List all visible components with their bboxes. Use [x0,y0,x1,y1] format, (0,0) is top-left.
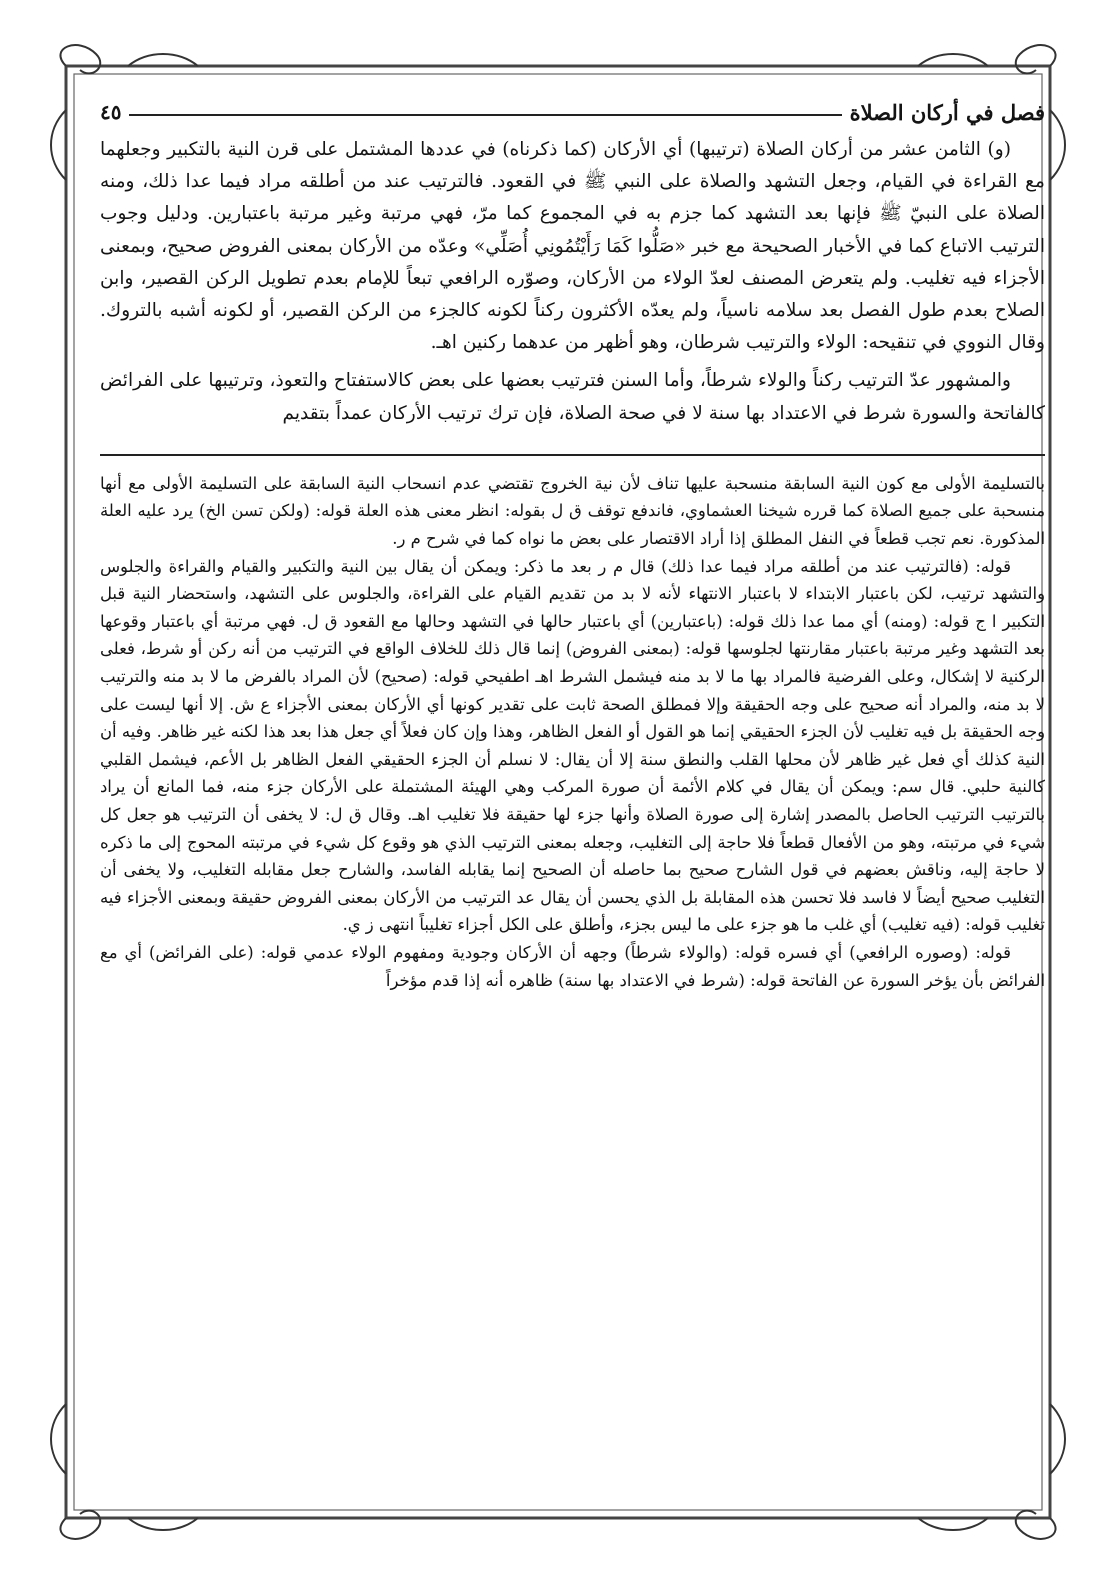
commentary-notes [100,470,1045,994]
page-header [100,92,1045,132]
page-number: ٤٥ [100,100,122,124]
header-rule [129,114,841,116]
page-content [100,92,1045,1497]
note-paragraph: قوله: (وصوره الرافعي) أي فسره قوله: (والولاء شرطاً) وجهه أن الأركان وجودية ومفهوم الولاء عدمي قوله: (على الفرائض) أي مع الفرائض بأن يؤخر السورة عن الفاتحة قوله: (شرط في الاعتداد بها سنة) ظاهره أنه إذا قدم مؤخراً [100,942,1045,990]
main-paragraph: (و) الثامن عشر من أركان الصلاة (ترتيبها) أي الأركان (كما ذكرناه) في عددها المشتمل على قرن النية بالتكبير وجعلهما مع القراءة في القيام، وجعل التشهد والصلاة على النبي ﷺ في القعود. فالترتيب عند من أطلقه مراد فيما عدا ذلك، ومنه الصلاة على النبيّ ﷺ فإنها بعد التشهد كما جزم به في المجموع كما مرّ، فهي مرتبة وغير مرتبة باعتبارين. ودليل وجوب الترتيب الاتباع كما في الأخبار الصحيحة مع خبر «صَلُّوا كَمَا رَأَيْتُمُونِي أُصَلِّي» وعدّه من الأركان بمعنى الفروض صحيح، وبمعنى الأجزاء فيه تغليب. ولم يتعرض المصنف لعدّ الولاء من الأركان، وصوّره الرافعي تبعاً للإمام بعدم تطويل الركن القصير، وابن الصلاح بعدم طول الفصل بعد سلامه ناسياً، ولم يعدّه الأكثرون ركناً لكونه كالجزء من الركن القصير، أو لكونه أشبه بالتروك. وقال النووي في تنقيحه: الولاء والترتيب شرطان، وهو أظهر من عدهما ركنين اهـ. [100,139,1045,354]
main-text [100,134,1045,430]
note-paragraph: بالتسليمة الأولى مع كون النية السابقة منسحبة عليها تناف لأن نية الخروج تقتضي عدم انسحاب النية السابقة على التسليمة الأولى مع أنها منسحبة على جميع الصلاة كما قرره شيخنا العشماوي، فاندفع توقف ق ل بقوله: انظر معنى هذه العلة قوله: (ولكن تسن الخ) يرد عليه العلة المذكورة. نعم تجب قطعاً في النفل المطلق إذا أراد الاقتصار على بعض ما نواه كما في شرح م ر. [100,473,1045,549]
main-paragraph: والمشهور عدّ الترتيب ركناً والولاء شرطاً، وأما السنن فترتيب بعضها على بعض كالاستفتاح والتعوذ، وترتيبها على الفرائض كالفاتحة والسورة شرط في الاعتداد بها سنة لا في صحة الصلاة، فإن ترك ترتيب الأركان عمداً بتقديم [100,370,1045,424]
footnote-separator [100,454,1045,456]
chapter-title: فصل في أركان الصلاة [849,99,1045,125]
note-paragraph: قوله: (فالترتيب عند من أطلقه مراد فيما عدا ذلك) قال م ر بعد ما ذكر: ويمكن أن يقال بين النية والتكبير والقيام والقراءة والجلوس والتشهد ترتيب، لكن باعتبار الابتداء لا باعتبار الانتهاء لأنه لا بد من تقديم القيام على القراءة، والجلوس على التشهد، واستحضار النية قبل التكبير ا ج قوله: (ومنه) أي مما عدا ذلك قوله: (باعتبارين) أي باعتبار حالها في التشهد وحالها مع القعود ق ل. فهي مرتبة أي باعتبار وقوعها بعد التشهد وغير مرتبة باعتبار مقارنتها لجلوسها قوله: (بمعنى الفروض) إنما قال ذلك للخلاف الواقع في الترتيب من أنه ركن أو شرط، فعلى الركنية لا إشكال، وعلى الفرضية فالمراد بها ما لا بد منه فيشمل الشرط اهـ اطفيحي قوله: (صحيح) لأن المراد بالفرض ما لا بد منه والترتيب لا بد منه، والمراد أنه صحيح على وجه الحقيقة وإلا فمطلق الصحة ثابت على تقدير كونها أي الأركان بمعنى الأجزاء ع ش. إلا أنها ليست على وجه الحقيقة بل فيه تغليب لأن الجزء الحقيقي إنما هو القول أو الفعل الظاهر، وهذا وإن كان فعلاً أي جعل هذا بعد هذا لكنه غير ظاهر. وفيه أن النية كذلك أي فعل غير ظاهر لأن محلها القلب والنطق سنة إلا أن يقال: لا نسلم أن الجزء الحقيقي الفعل الظاهر بل الأعم، فيشمل القلبي كالنية حلبي. قال سم: ويمكن أن يقال في كلام الأئمة أن صورة المركب وهي الهيئة المشتملة على الأركان جزء منه، فما المانع أن يراد بالترتيب الترتيب الحاصل بالمصدر إشارة إلى صورة الصلاة وأنها جزء لها حقيقة فلا تغليب اهـ. وقال ق ل: لا يخفى أن الترتيب هو جعل كل شيء في مرتبته، وهو من الأفعال قطعاً فلا حاجة إلى التغليب، وجعله بمعنى الترتيب الذي هو وقوع كل شيء في مرتبته المحوج إلى ما ذكره لا حاجة إليه، وناقش بعضهم في قول الشارح صحيح بما حاصله أن الصحيح إنما يقابله الفاسد، والشارح جعل مقابله التغليب، ولا يخفى أن التغليب صحيح أيضاً لا فاسد فلا تحسن هذه المقابلة بل الذي يحسن أن يقال عد الترتيب من الأركان بمعنى الفروض حقيقة وبمعنى الأجزاء فيه تغليب قوله: (فيه تغليب) أي غلب ما هو جزء على ما ليس بجزء، وأطلق على الكل أجزاء تغليباً انتهى ز ي. [100,556,1045,935]
